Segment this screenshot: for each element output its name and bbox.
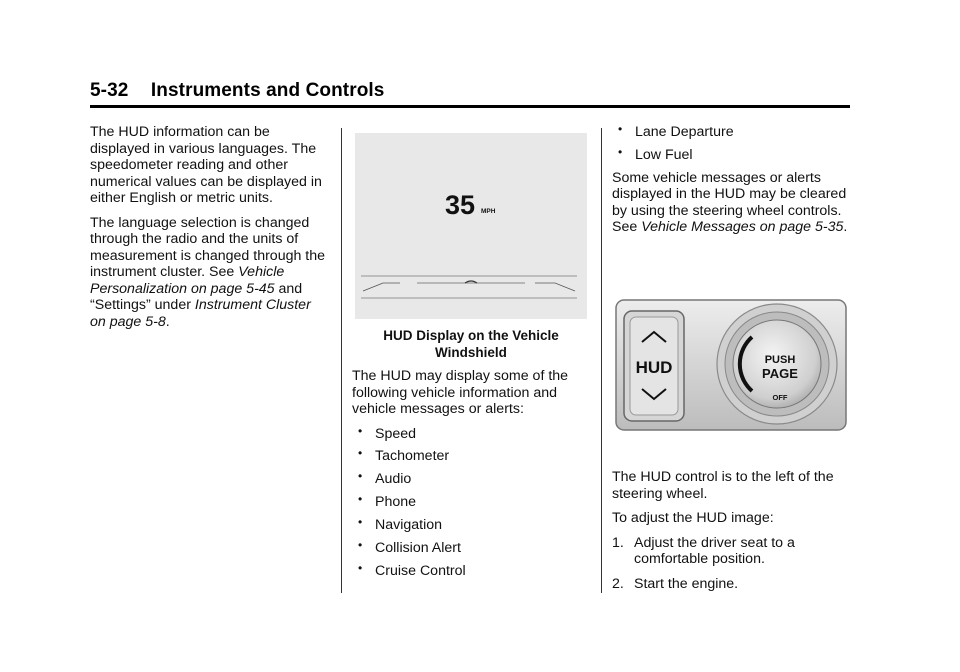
- page-header: [90, 80, 850, 106]
- list-item: 1. Adjust the driver seat to a comfortable position.: [612, 534, 795, 567]
- hud-control-illustration: [612, 294, 850, 434]
- list-item: • Speed: [352, 426, 590, 443]
- hud-control-image: [612, 294, 850, 434]
- adjust-steps-list: [612, 535, 852, 593]
- hud-language-paragraph: The HUD information can be displayed in various languages. The speedometer reading and other numerical values can be displayed in either English or metric units.: [90, 124, 322, 206]
- vehicle-personalization-link[interactable]: Vehicle Personalization on page 5-45: [90, 264, 285, 297]
- hud-info-list: [352, 426, 590, 580]
- hud-switch-label[interactable]: HUD: [635, 358, 673, 377]
- list-item: • Audio: [352, 471, 590, 488]
- page-label[interactable]: PAGE: [762, 366, 798, 381]
- list-item: • Collision Alert: [352, 540, 590, 557]
- adjust-hud-intro: To adjust the HUD image:: [612, 510, 774, 526]
- column-1: [90, 124, 330, 338]
- column-separator-2: [601, 128, 602, 593]
- hud-speed-unit: MPH: [481, 208, 496, 215]
- hud-control-location-paragraph: The HUD control is to the left of the steering wheel.: [612, 469, 834, 502]
- list-item: • Low Fuel: [612, 147, 852, 164]
- hud-info-list-continued: [612, 124, 852, 163]
- list-item: • Lane Departure: [612, 124, 852, 141]
- hud-speed-value: 35: [445, 190, 476, 220]
- hud-windshield-illustration: [355, 133, 587, 319]
- clear-alerts-paragraph: Some vehicle messages or alerts displayed in the HUD may be cleared by using the steering wheel controls. See Vehicle Messages on page 5-35.: [612, 169, 848, 236]
- push-label[interactable]: PUSH: [764, 354, 796, 366]
- hud-display-image: [355, 133, 587, 319]
- vehicle-messages-link[interactable]: Vehicle Messages on page 5-35: [641, 219, 844, 236]
- list-item: • Navigation: [352, 517, 590, 534]
- section-title: Instruments and Controls: [150, 80, 385, 101]
- off-label[interactable]: OFF: [772, 393, 788, 402]
- list-item: • Tachometer: [352, 448, 590, 465]
- instrument-cluster-link[interactable]: Instrument Cluster on page 5-8: [90, 297, 311, 330]
- header-rule: [90, 105, 850, 108]
- list-item: • Cruise Control: [352, 563, 590, 580]
- page-number: 5-32: [90, 80, 129, 101]
- column-separator-1: [341, 128, 342, 593]
- hud-display-intro: The HUD may display some of the following vehicle information and vehicle messages or alerts:: [352, 368, 569, 417]
- list-item: 2. Start the engine.: [612, 575, 739, 592]
- list-item: • Phone: [352, 494, 590, 511]
- hud-image-caption: HUD Display on the Vehicle Windshield: [383, 328, 559, 360]
- language-selection-paragraph: The language selection is changed through the radio and the units of measurement is changed through the instrument cluster. See Vehicle Personalization on page 5-45 and “Settings” under Instrument Cluster on page 5-8.: [90, 214, 326, 330]
